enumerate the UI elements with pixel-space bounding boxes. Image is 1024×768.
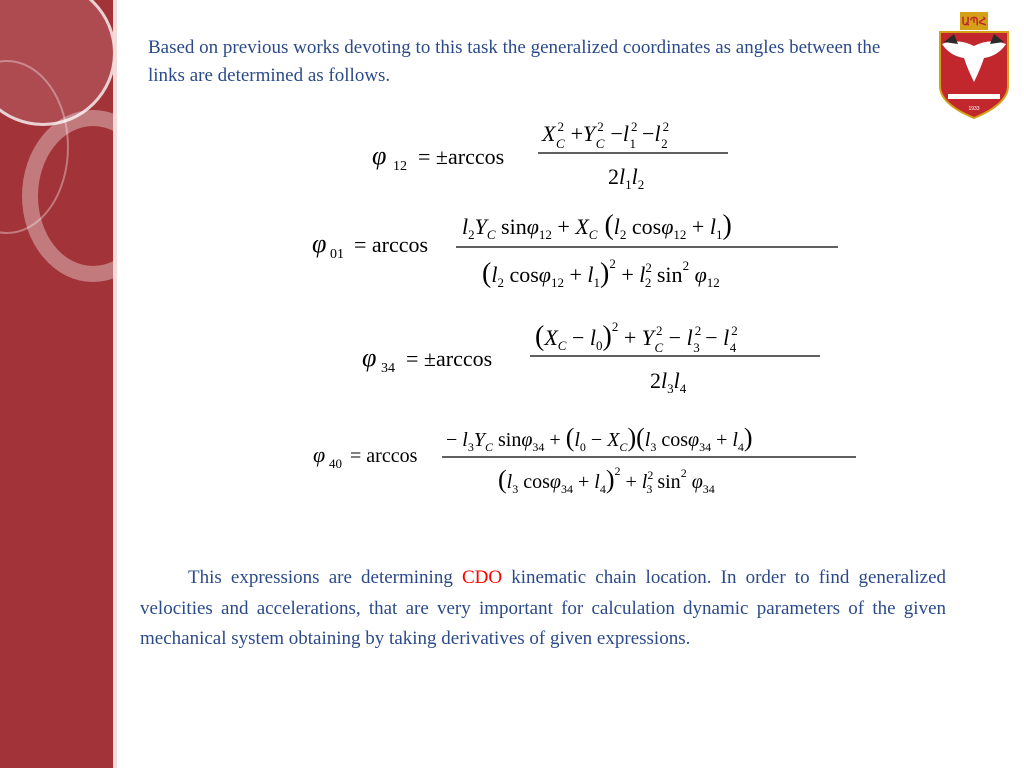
emblem-letters: ԱՊՀ bbox=[961, 16, 987, 28]
eq3-denominator: $2l_3l_4$ bbox=[650, 368, 687, 396]
eq2-numerator: $l_2Y_C$ $\sin\varphi_{12} + X_C$ ($l_2$ $\cos\varphi_{12} + l_1$) bbox=[462, 210, 732, 242]
emblem-year: 1933 bbox=[968, 106, 980, 112]
eq3-numerator: $(X_C - l_0)^2 + Y$ $^2$ C − l $^2$ 3 − l $^2$ 4 bbox=[535, 319, 738, 355]
eq1-denominator: $2l_1l_2$ bbox=[608, 164, 645, 192]
eq4-op: = arccos bbox=[350, 445, 418, 467]
university-emblem bbox=[934, 8, 1014, 120]
eq4-numerator: − $l_3Y_C$ $\sin\varphi_{34} + (l_0 - X_C)(l_3$ $\cos\varphi_{34} + l_4$) bbox=[446, 423, 753, 454]
eq3-op: = ±arccos bbox=[406, 346, 493, 371]
intro-text: Based on previous works devoting to this task the generalized coordinates as angles between the links are determined as follows. bbox=[148, 37, 881, 86]
paragraph-text-start: This expressions are determining bbox=[188, 567, 462, 588]
eq2-denominator: ($l_2$ $\cos\varphi_{12} + l_1)^2 + l^2$ 2 $\sin^2 \varphi_{12}$ bbox=[482, 256, 720, 290]
eq1-op: = ±arccos bbox=[418, 144, 505, 169]
cdo-acronym: CDO bbox=[461, 567, 503, 588]
paragraph-text-end: kinematic chain location. In order to find generalized velocities and accelerations, that are very important for calculation dynamic parameters of the given mechanical system obtaining by taking derivatives of given expressions. bbox=[140, 567, 946, 649]
eq1-lhs-sub: 12 bbox=[393, 159, 407, 174]
eq2-lhs: φ bbox=[312, 229, 327, 258]
eq4-lhs-sub: 40 bbox=[329, 456, 342, 471]
emblem-ribbon bbox=[948, 94, 1000, 99]
eq2-op: = arccos bbox=[354, 232, 429, 257]
eq3-lhs: φ bbox=[362, 343, 377, 372]
eq4-denominator: ($l_3$ $\cos\varphi_{34} + l_4)^2 + l^2$ 3 $\sin^2 \varphi_{34}$ bbox=[498, 464, 715, 496]
eq3-lhs-sub: 34 bbox=[381, 361, 395, 376]
eq1-numerator: X $^2$ C +Y $^2$ C −l $^2$ 1 −l $^2$ 2 bbox=[542, 119, 670, 151]
eq4-lhs: φ bbox=[313, 442, 326, 467]
eq1-lhs: φ bbox=[372, 141, 387, 170]
conclusion-paragraph bbox=[140, 563, 946, 655]
eq2-lhs-sub: 01 bbox=[330, 247, 344, 262]
